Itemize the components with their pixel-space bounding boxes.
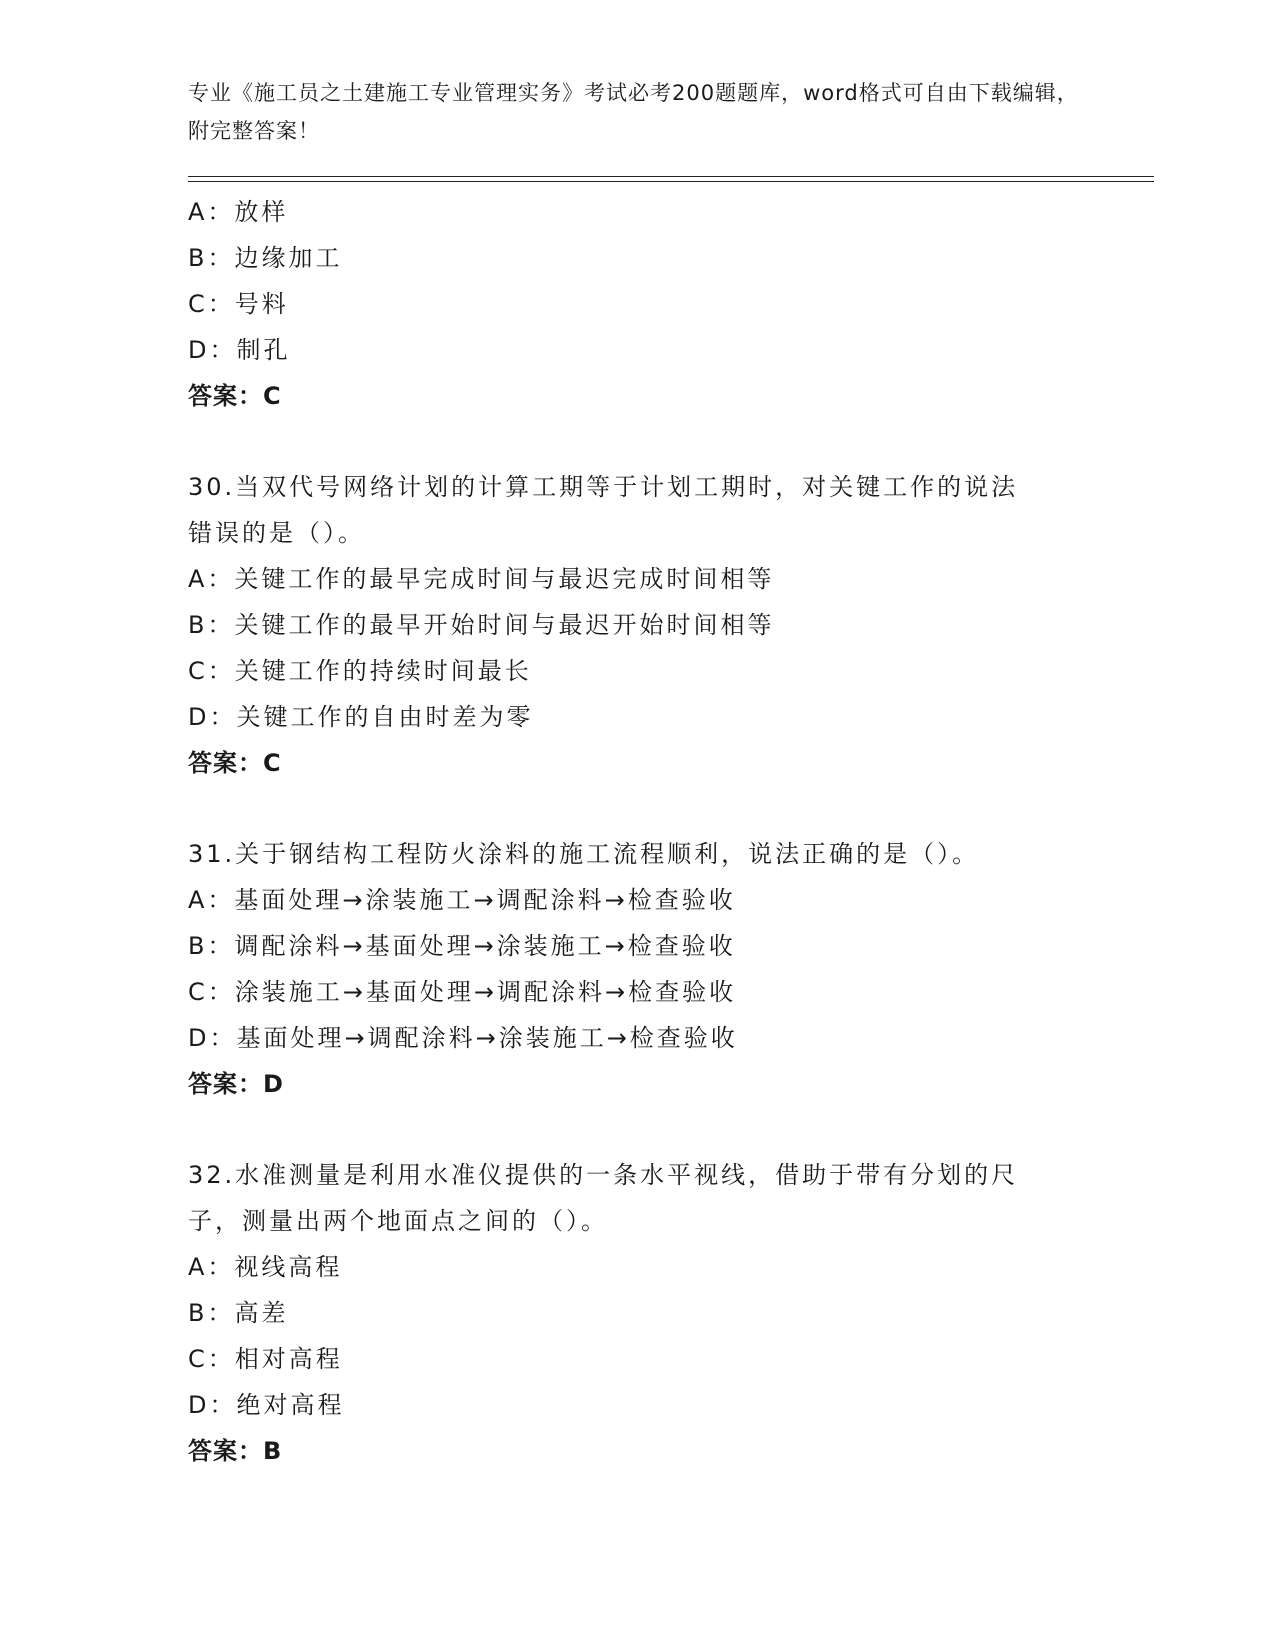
option-c: C：号料 xyxy=(188,290,289,318)
option-b: B：调配涂料→基面处理→涂装施工→检查验收 xyxy=(188,932,736,960)
option-d: D：关键工作的自由时差为零 xyxy=(188,703,534,731)
question-stem-continued: 错误的是（）。 xyxy=(188,519,365,547)
option-d: D：基面处理→调配涂料→涂装施工→检查验收 xyxy=(188,1024,738,1052)
document-header: 专业《施工员之土建施工专业管理实务》考试必考200题题库，word格式可自由下载编辑，附完整答案！ xyxy=(188,81,1079,143)
question-block-partial xyxy=(188,189,1088,419)
option-b: B：高差 xyxy=(188,1299,289,1327)
header-rule-top xyxy=(188,176,1154,177)
question-block-31 xyxy=(188,831,1088,1107)
question-stem: 30.当双代号网络计划的计算工期等于计划工期时，对关键工作的说法 xyxy=(188,473,1019,501)
option-b: B：边缘加工 xyxy=(188,244,343,272)
option-d: D：制孔 xyxy=(188,336,291,364)
header-rule-bottom xyxy=(188,181,1154,182)
question-stem: 32.水准测量是利用水准仪提供的一条水平视线，借助于带有分划的尺 xyxy=(188,1161,1019,1189)
answer-line: 答案：C xyxy=(188,382,282,410)
option-a: A：放样 xyxy=(188,198,289,226)
question-stem: 31.关于钢结构工程防火涂料的施工流程顺利，说法正确的是（）。 xyxy=(188,840,980,868)
option-a: A：关键工作的最早完成时间与最迟完成时间相等 xyxy=(188,565,775,593)
answer-line: 答案：D xyxy=(188,1070,284,1098)
option-b: B：关键工作的最早开始时间与最迟开始时间相等 xyxy=(188,611,775,639)
question-block-30 xyxy=(188,464,1088,786)
question-stem-continued: 子，测量出两个地面点之间的（）。 xyxy=(188,1207,608,1235)
answer-line: 答案：C xyxy=(188,749,282,777)
option-a: A：基面处理→涂装施工→调配涂料→检查验收 xyxy=(188,886,736,914)
answer-line: 答案：B xyxy=(188,1437,283,1465)
option-d: D：绝对高程 xyxy=(188,1391,345,1419)
option-a: A：视线高程 xyxy=(188,1253,343,1281)
option-c: C：涂装施工→基面处理→调配涂料→检查验收 xyxy=(188,978,737,1006)
question-block-32 xyxy=(188,1152,1088,1474)
question-list xyxy=(188,189,1088,1474)
option-c: C：关键工作的持续时间最长 xyxy=(188,657,532,685)
option-c: C：相对高程 xyxy=(188,1345,343,1373)
